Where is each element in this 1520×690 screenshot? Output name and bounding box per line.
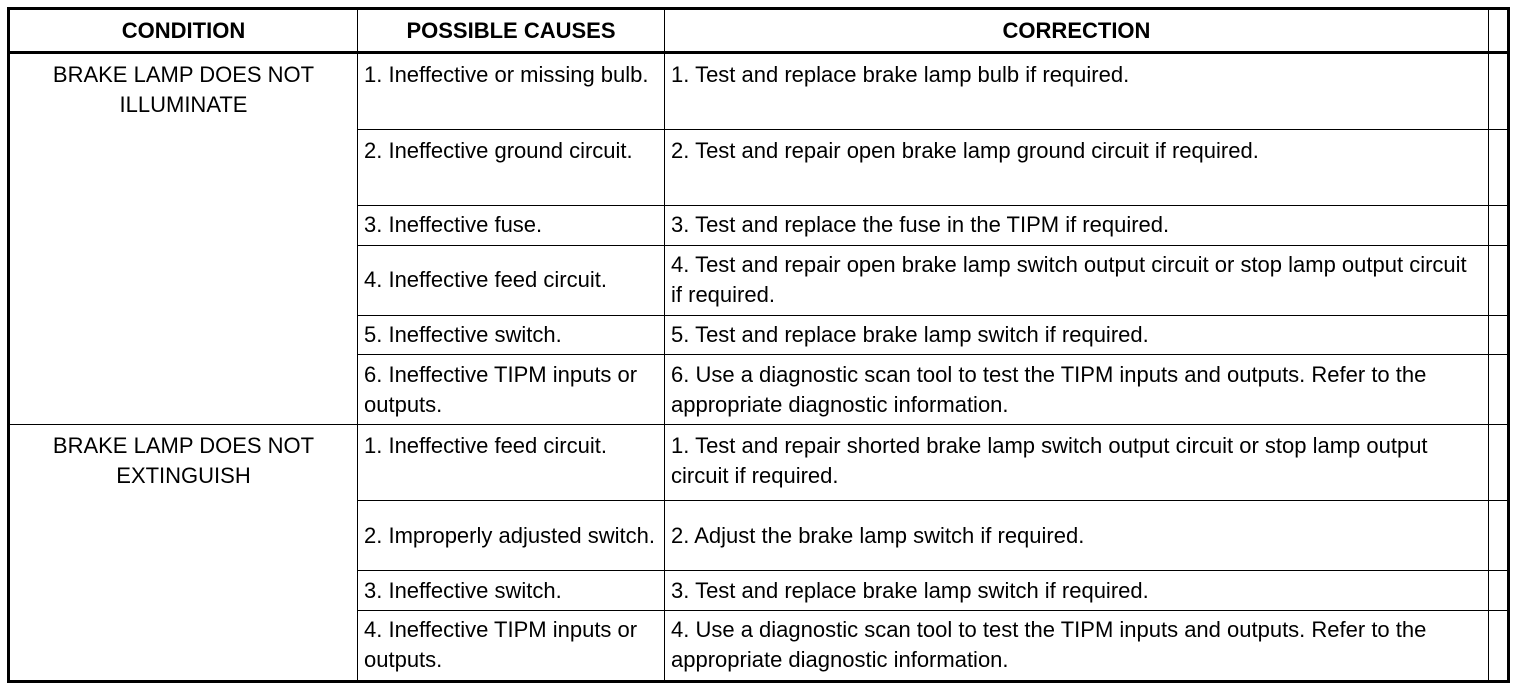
edge-cell — [1489, 425, 1509, 501]
edge-cell — [1489, 206, 1509, 246]
correction-cell: 3. Test and replace the fuse in the TIPM if required. — [665, 206, 1489, 246]
header-correction: CORRECTION — [665, 9, 1489, 53]
correction-cell: 2. Test and repair open brake lamp ground circuit if required. — [665, 130, 1489, 206]
edge-cell — [1489, 315, 1509, 355]
header-condition: CONDITION — [9, 9, 358, 53]
condition-cell: BRAKE LAMP DOES NOT ILLUMINATE — [9, 53, 358, 425]
table-row — [9, 53, 1509, 130]
cause-cell: 6. Ineffective TIPM inputs or outputs. — [358, 355, 665, 425]
edge-cell — [1489, 355, 1509, 425]
condition-cell: BRAKE LAMP DOES NOT EXTINGUISH — [9, 425, 358, 682]
cause-cell: 1. Ineffective or missing bulb. — [358, 53, 665, 130]
correction-cell: 1. Test and replace brake lamp bulb if required. — [665, 53, 1489, 130]
cause-cell: 4. Ineffective TIPM inputs or outputs. — [358, 610, 665, 681]
table-row — [9, 425, 1509, 501]
cause-cell: 1. Ineffective feed circuit. — [358, 425, 665, 501]
header-edge-cell — [1489, 9, 1509, 53]
cause-cell: 3. Ineffective fuse. — [358, 206, 665, 246]
edge-cell — [1489, 130, 1509, 206]
correction-cell: 3. Test and replace brake lamp switch if required. — [665, 571, 1489, 611]
cause-cell: 2. Improperly adjusted switch. — [358, 501, 665, 571]
header-row — [9, 9, 1509, 53]
correction-cell: 2. Adjust the brake lamp switch if required. — [665, 501, 1489, 571]
cause-cell: 2. Ineffective ground circuit. — [358, 130, 665, 206]
edge-cell — [1489, 245, 1509, 315]
correction-cell: 4. Use a diagnostic scan tool to test the TIPM inputs and outputs. Refer to the appropriate diagnostic information. — [665, 610, 1489, 681]
edge-cell — [1489, 571, 1509, 611]
correction-cell: 4. Test and repair open brake lamp switch output circuit or stop lamp output circuit if required. — [665, 245, 1489, 315]
edge-cell — [1489, 53, 1509, 130]
edge-cell — [1489, 501, 1509, 571]
cause-cell: 5. Ineffective switch. — [358, 315, 665, 355]
edge-cell — [1489, 610, 1509, 681]
diagnosis-table — [7, 7, 1510, 683]
correction-cell: 1. Test and repair shorted brake lamp switch output circuit or stop lamp output circuit if required. — [665, 425, 1489, 501]
cause-cell: 3. Ineffective switch. — [358, 571, 665, 611]
correction-cell: 6. Use a diagnostic scan tool to test the TIPM inputs and outputs. Refer to the appropriate diagnostic information. — [665, 355, 1489, 425]
cause-cell: 4. Ineffective feed circuit. — [358, 245, 665, 315]
header-possible-causes: POSSIBLE CAUSES — [358, 9, 665, 53]
correction-cell: 5. Test and replace brake lamp switch if required. — [665, 315, 1489, 355]
diagnosis-table-wrapper — [7, 7, 1507, 683]
